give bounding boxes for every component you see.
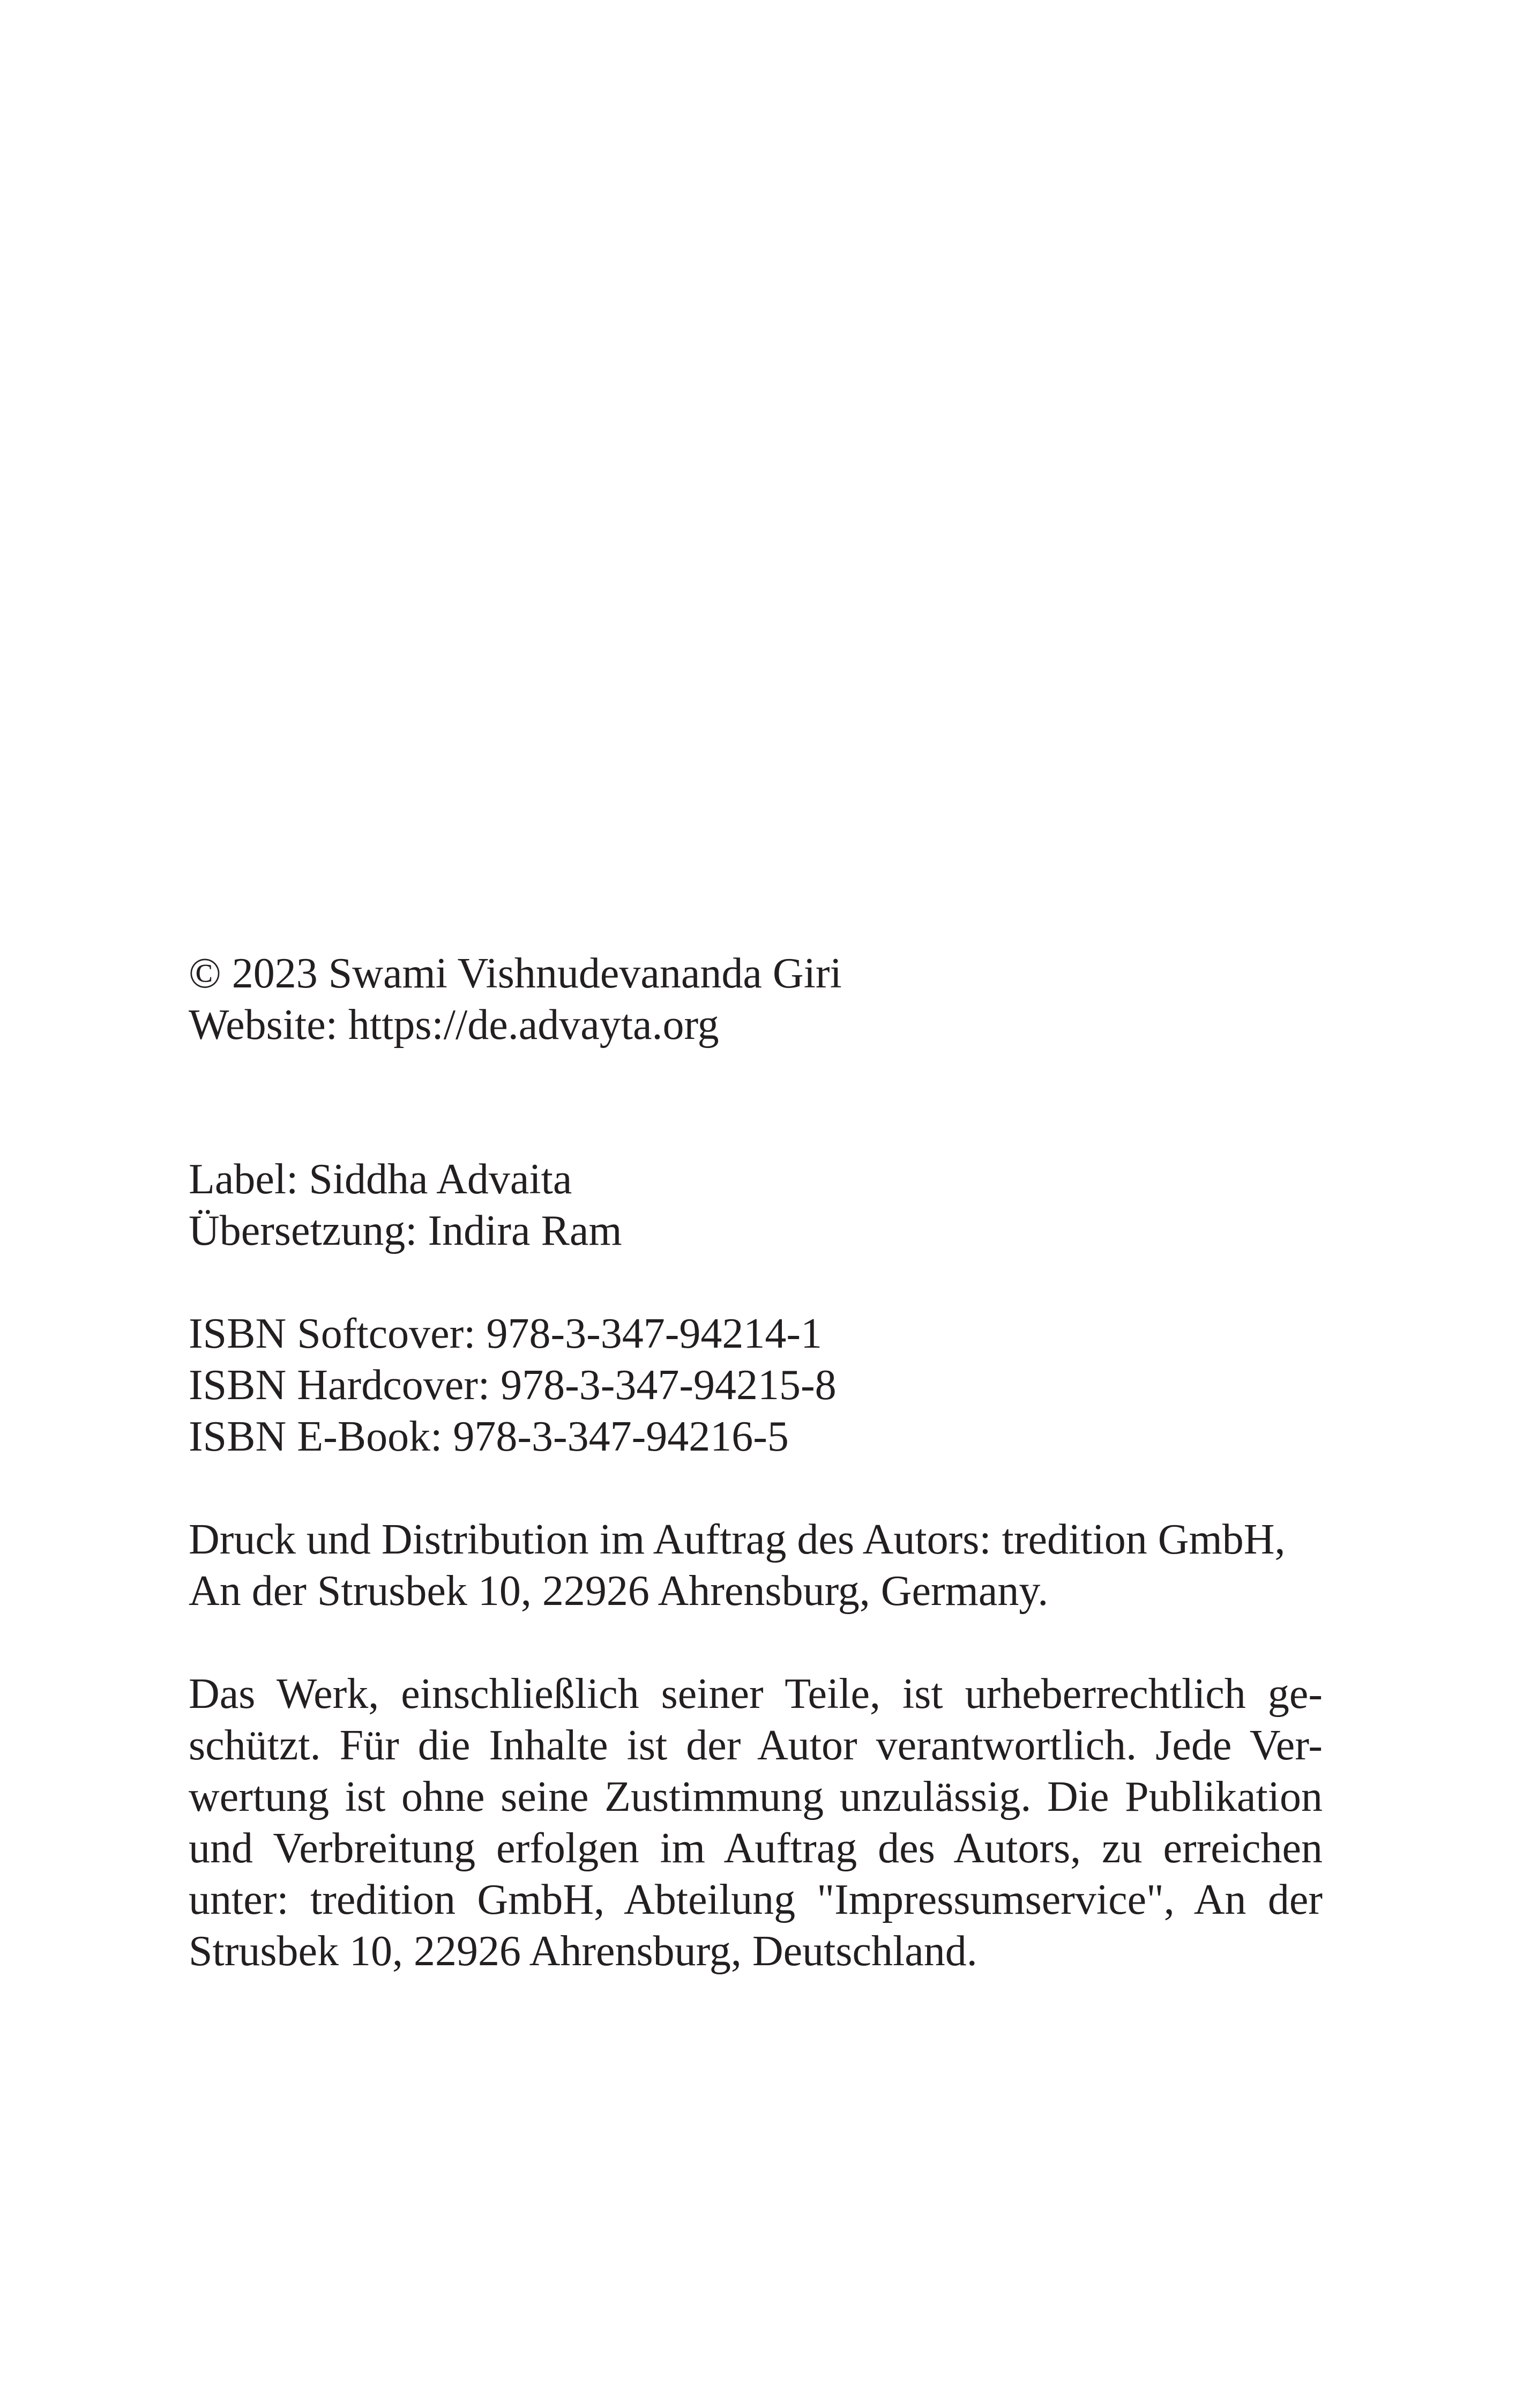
- copyright-section: [189, 948, 1323, 1051]
- printing-address-line: An der Strusbek 10, 22926 Ahrensburg, Germany.: [189, 1567, 1049, 1615]
- spacer: [189, 1617, 1323, 1668]
- copyright-line: © 2023 Swami Vishnudevananda Giri: [189, 950, 842, 997]
- legal-line: unter: tredition GmbH, Abteilung "Impressumservice", An der: [189, 1876, 1323, 1923]
- website-line: Website: https://de.advayta.org: [189, 1001, 719, 1049]
- legal-line: wertung ist ohne seine Zustimmung unzulässig. Die Publikation: [189, 1773, 1323, 1820]
- legal-notice: [189, 1668, 1323, 1977]
- legal-line: schützt. Für die Inhalte ist der Autor verantwortlich. Jede Ver-: [189, 1722, 1323, 1769]
- printing-section: [189, 1514, 1323, 1617]
- spacer: [189, 1257, 1323, 1308]
- legal-line: und Verbreitung erfolgen im Auftrag des Autors, zu erreichen: [189, 1825, 1323, 1872]
- legal-line: Strusbek 10, 22926 Ahrensburg, Deutschland.: [189, 1928, 977, 1975]
- isbn-softcover-line: ISBN Softcover: 978-3-347-94214-1: [189, 1310, 823, 1357]
- translation-line: Übersetzung: Indira Ram: [189, 1207, 622, 1254]
- printing-line: Druck und Distribution im Auftrag des Autors: tredition GmbH,: [189, 1516, 1286, 1563]
- spacer: [189, 1051, 1323, 1154]
- imprint-text-block: [189, 948, 1323, 1977]
- label-line: Label: Siddha Advaita: [189, 1156, 572, 1203]
- isbn-section: [189, 1308, 1323, 1462]
- credits-section: [189, 1154, 1323, 1257]
- isbn-ebook-line: ISBN E-Book: 978-3-347-94216-5: [189, 1413, 789, 1460]
- isbn-hardcover-line: ISBN Hardcover: 978-3-347-94215-8: [189, 1362, 837, 1409]
- spacer: [189, 1462, 1323, 1514]
- legal-line: Das Werk, einschließlich seiner Teile, ist urheberrechtlich ge-: [189, 1670, 1323, 1718]
